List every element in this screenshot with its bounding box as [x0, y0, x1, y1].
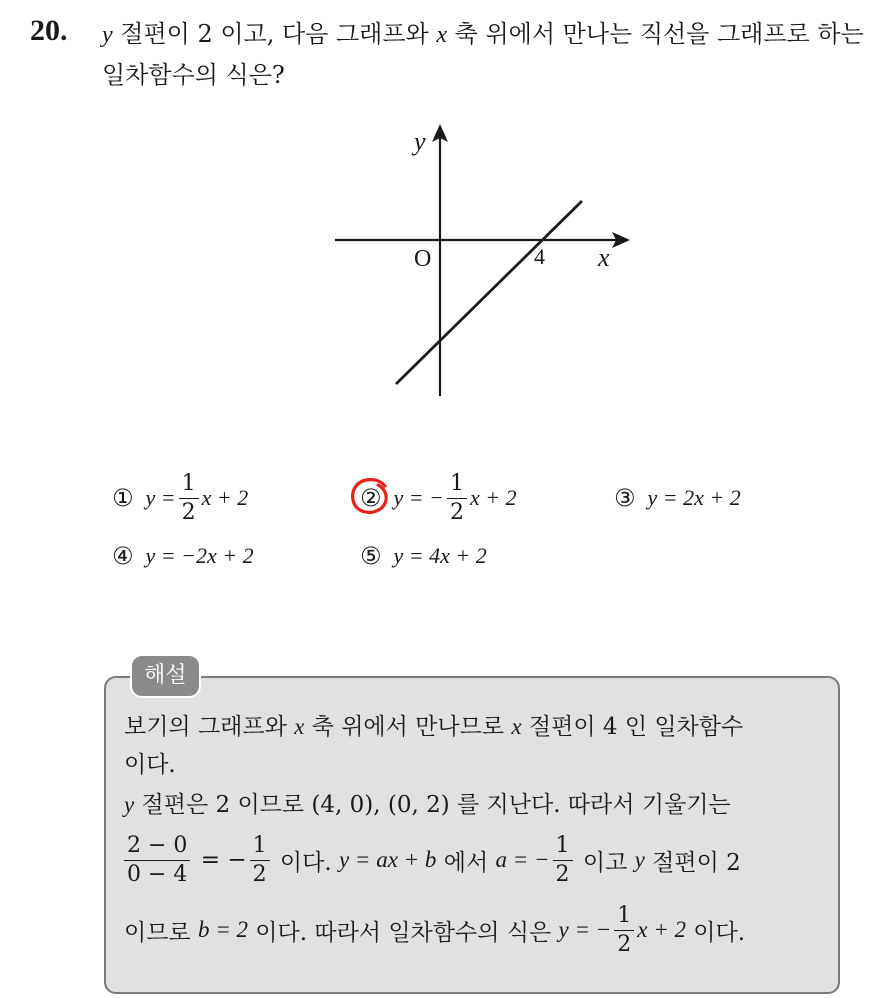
- solution-line5-end: 이다.: [685, 919, 746, 946]
- choice-3-expr: y = 2x + 2: [647, 485, 741, 510]
- half-fraction-1: [250, 832, 270, 887]
- question-var-y: y: [102, 22, 113, 48]
- half-frac-1-den: 2: [252, 861, 267, 887]
- choice-5[interactable]: [360, 526, 487, 586]
- solution-tag: 해설: [130, 654, 201, 698]
- choice-1-frac-den: 2: [181, 499, 196, 525]
- solution-line1-b: 축 위에서 만나므로: [304, 714, 512, 740]
- solution-line4-a: a = −: [495, 847, 550, 872]
- question-var-x: x: [436, 22, 448, 48]
- solution-line4-in: 에서: [436, 849, 496, 876]
- half-frac-1-num: 1: [250, 835, 270, 861]
- choice-3[interactable]: [614, 468, 741, 528]
- solution-line5-b: b = 2: [197, 917, 248, 942]
- solution-line1-c: 절편이 4 인 일차함수: [521, 714, 744, 740]
- question-text-part1: 절편이 2 이고, 다음 그래프와: [112, 20, 437, 48]
- slope-frac-den: 0 − 4: [127, 861, 188, 887]
- solution-line-5: [124, 902, 834, 958]
- solution-line-4: [124, 832, 834, 888]
- question-number: 20.: [30, 14, 68, 47]
- solution-line4-end-y: y: [634, 847, 645, 872]
- origin-label: O: [414, 246, 432, 272]
- half-frac-3-den: 2: [617, 931, 632, 957]
- choice-4-number: ④: [112, 542, 134, 570]
- circle-mark-icon: [350, 476, 394, 516]
- slope-fraction: [124, 832, 190, 887]
- half-frac-3-num: 1: [614, 905, 634, 931]
- solution-line1-x2: x: [511, 714, 522, 739]
- choice-1[interactable]: [112, 468, 248, 528]
- choice-2-pre: y = −: [393, 485, 444, 510]
- solution-line-2: 이다.: [124, 752, 176, 778]
- choice-3-number: ③: [614, 484, 636, 512]
- choice-2-frac-den: 2: [449, 499, 464, 525]
- solution-line-1: [124, 708, 834, 746]
- slope-frac-num: 2 − 0: [124, 835, 190, 861]
- half-fraction-3: [614, 902, 634, 957]
- x-intercept-label: 4: [534, 244, 545, 269]
- solution-line4-eq: = −: [193, 847, 247, 873]
- solution-line-3: [124, 786, 834, 824]
- half-frac-2-num: 1: [553, 835, 573, 861]
- x-axis-label: x: [598, 243, 610, 272]
- choice-4[interactable]: [112, 526, 254, 586]
- choice-1-number: ①: [112, 484, 134, 512]
- choice-5-number: ⑤: [360, 542, 382, 570]
- choice-2[interactable]: [360, 468, 517, 528]
- choice-2-frac-num: 1: [447, 473, 467, 499]
- choice-2-post: x + 2: [469, 485, 517, 510]
- choice-2-fraction: [447, 470, 467, 525]
- choice-4-expr: y = −2x + 2: [145, 543, 254, 568]
- solution-line3-rest: 절편은 2 이므로 (4, 0), (0, 2) 를 지난다. 따라서 기울기는: [134, 792, 731, 818]
- solution-line5-expr: y = −: [558, 917, 612, 942]
- graph-line: [396, 201, 582, 384]
- question-text-part2: 축 위에서 만나는 직선을 그래프로 하는 일차함수의 식은?: [102, 20, 864, 89]
- half-fraction-2: [553, 832, 573, 887]
- choice-1-fraction: [179, 470, 199, 525]
- solution-line4-end-b: 절편이 2: [644, 849, 741, 876]
- choice-1-post: x + 2: [201, 485, 249, 510]
- solution-line3-y: y: [124, 792, 135, 817]
- solution-line1-x: x: [294, 714, 305, 739]
- solution-line5-a: 이므로: [124, 919, 198, 946]
- solution-line4-end-a: 이고: [575, 849, 635, 876]
- choice-2-number: [360, 484, 382, 512]
- line-graph: [330, 118, 640, 403]
- y-axis-label: y: [414, 127, 426, 156]
- choice-1-pre: y =: [145, 485, 176, 510]
- half-frac-2-den: 2: [555, 861, 570, 887]
- choice-2-number-text: ②: [360, 484, 382, 512]
- solution-line1-a: 보기의 그래프와: [124, 714, 295, 740]
- choice-1-frac-num: 1: [179, 473, 199, 499]
- solution-line4-expr: y = ax + b: [338, 847, 437, 872]
- question-text: [102, 14, 872, 95]
- solution-line5-post: x + 2: [637, 917, 686, 942]
- choice-5-expr: y = 4x + 2: [393, 543, 487, 568]
- solution-line5-c: 이다. 따라서 일차함수의 식은: [248, 919, 559, 946]
- solution-line4-mid: 이다.: [272, 849, 339, 876]
